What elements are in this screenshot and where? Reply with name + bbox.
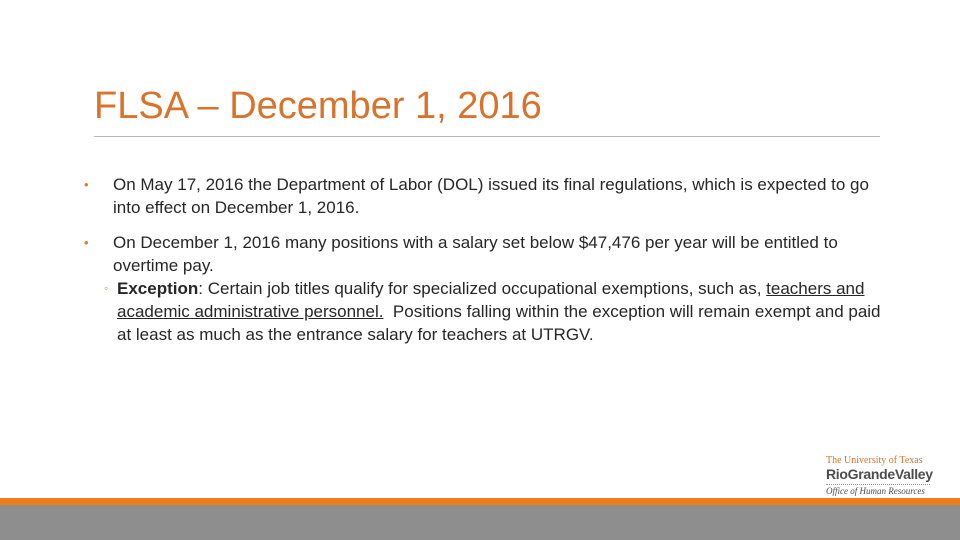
bullet-dot-icon: • xyxy=(84,235,89,250)
logo-university-line: The University of Texas xyxy=(826,455,923,466)
exception-colon: : xyxy=(198,279,203,298)
slide-body xyxy=(84,173,884,346)
logo-office-line: Office of Human Resources xyxy=(826,486,925,496)
exception-underlined-text: teachers and academic administrative personnel. xyxy=(117,279,865,321)
slide-title: FLSA – December 1, 2016 xyxy=(94,85,542,127)
utrgv-logo xyxy=(826,455,936,497)
exception-label: Exception xyxy=(117,279,199,298)
exception-text-before: Certain job titles qualify for specialized occupational exemptions, such as, xyxy=(202,279,767,298)
exception-text-after: Positions falling within the exception will remain exempt and paid at least as much as the entrance salary for teachers at UTRGV. xyxy=(117,302,886,344)
title-divider xyxy=(94,136,880,137)
footer-orange-band xyxy=(0,498,960,505)
bullet-text: On May 17, 2016 the Department of Labor (DOL) issued its final regulations, which is expected to go into effect on December 1, 2016. xyxy=(113,175,869,217)
footer-gray-band xyxy=(0,505,960,540)
bullet-text: On December 1, 2016 many positions with a salary set below $47,476 per year will be entitled to overtime pay. xyxy=(113,233,838,275)
bullet-item xyxy=(84,231,884,277)
logo-name-line: RioGrandeValley xyxy=(826,466,933,482)
sub-bullet-item xyxy=(84,277,884,346)
bullet-dot-icon: • xyxy=(84,177,89,192)
sub-bullet-circle-icon: ◦ xyxy=(104,281,109,295)
bullet-item xyxy=(84,173,884,219)
logo-dotted-divider xyxy=(826,484,930,485)
